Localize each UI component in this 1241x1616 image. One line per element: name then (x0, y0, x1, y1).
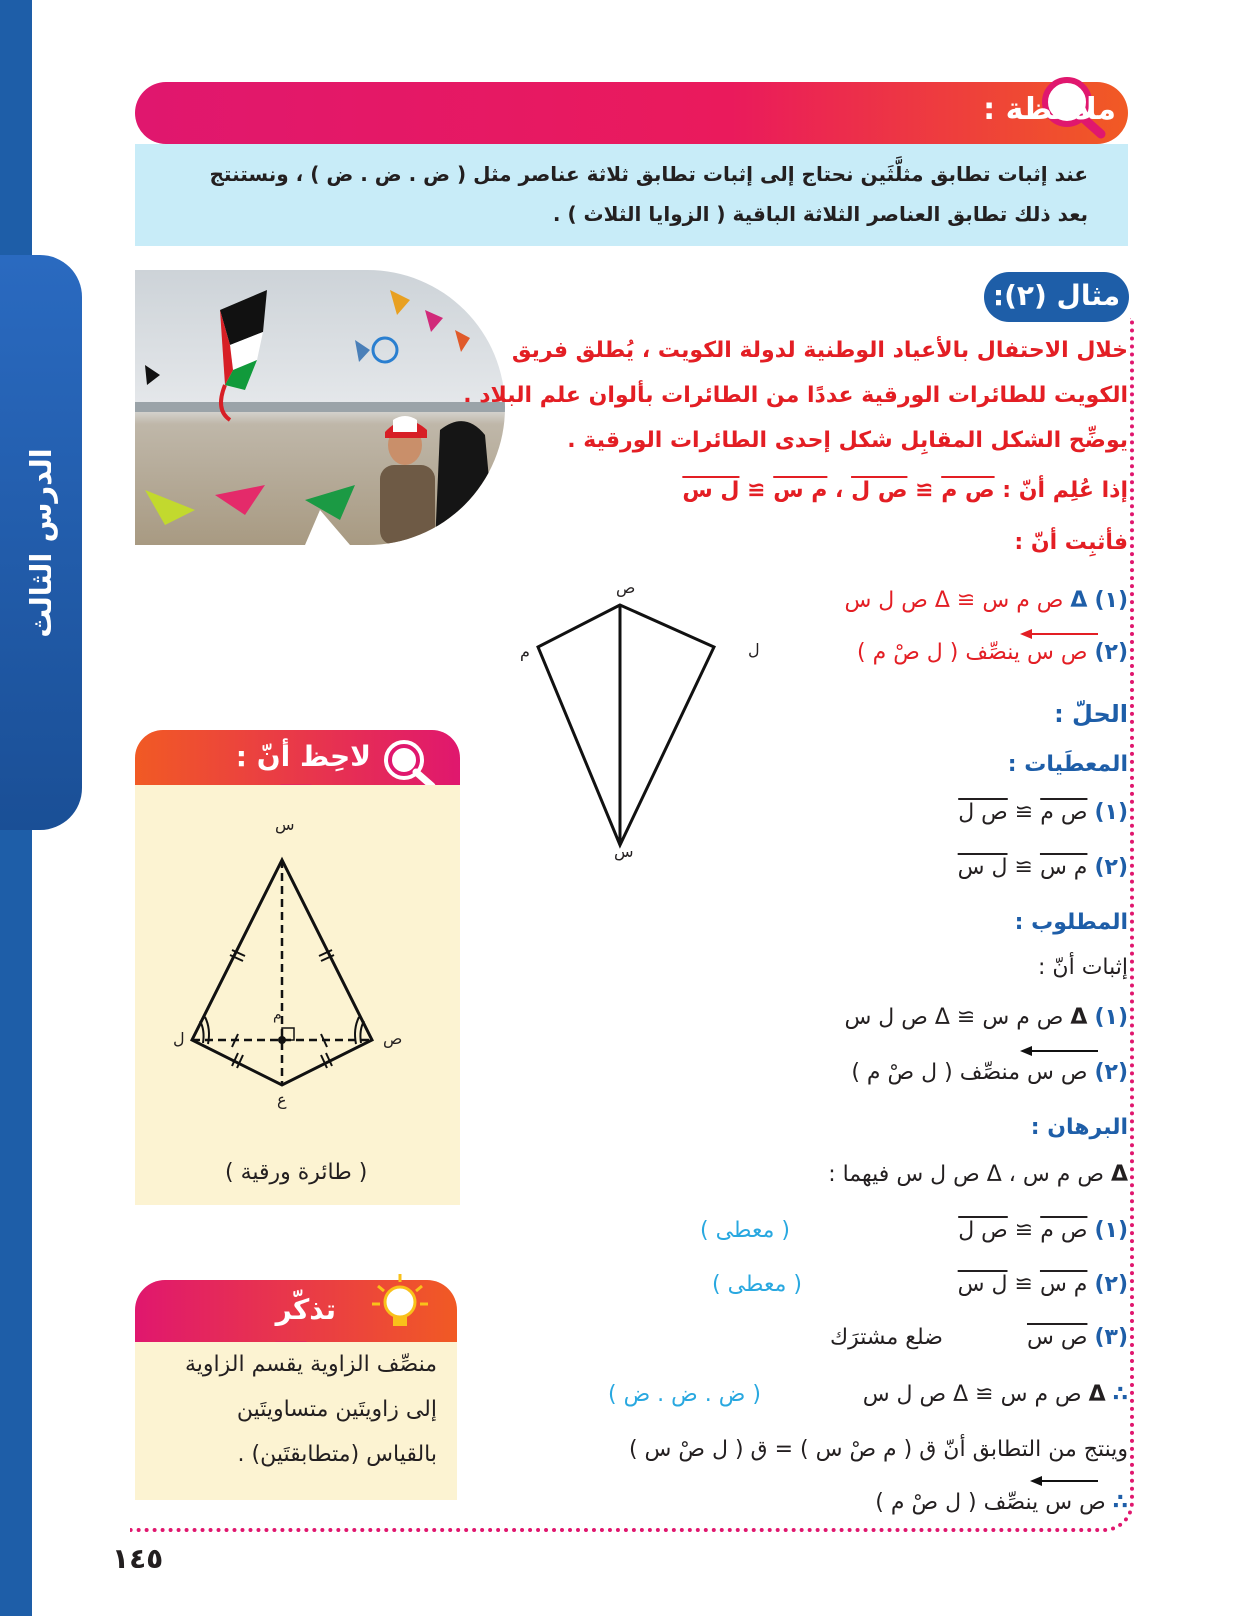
given-seg-sm: ص م (941, 478, 995, 503)
triangle-symbol: Δ (1088, 1382, 1106, 1407)
step-1-reason: ( معطى ) (700, 1218, 790, 1243)
given-comma: ، (835, 478, 844, 503)
kite-label-left: م (520, 642, 530, 661)
req-1-text: ص م س ≅ Δ ص ل س (844, 588, 1064, 613)
note-body (135, 144, 1128, 246)
step-2-cong: ≅ (1014, 1272, 1033, 1297)
req-2-num: (٢) (1094, 640, 1128, 665)
given-cong-2: ≅ (747, 478, 766, 503)
given-seg-ms: م س (773, 478, 828, 503)
notice-label-bottom: ع (277, 1090, 287, 1109)
step-1-cong: ≅ (1014, 1218, 1034, 1243)
step-3-text: ضلع مشترَك (829, 1325, 943, 1350)
notice-label-left: ل (173, 1029, 185, 1048)
proof-step-3 (830, 1325, 1128, 1350)
ray-arrow-icon (1020, 1045, 1100, 1057)
proof-step-2 (958, 1272, 1128, 1297)
given-line (682, 478, 1128, 503)
example-text-2: الكويت للطائرات الورقية عددًا من الطائرات بألوان علم البلاد . (463, 383, 1128, 408)
notice-caption: ( طائرة ورقية ) (225, 1160, 368, 1185)
note-header (135, 82, 1128, 144)
given-seg-sl: ص ل (851, 478, 908, 503)
ray-arrow-icon (1030, 1475, 1100, 1487)
req-2-ray: ص س (1026, 640, 1088, 665)
given-2-num: (٢) (1094, 855, 1128, 880)
remember-title: تذكّر (275, 1293, 336, 1326)
lesson-tab (0, 255, 82, 830)
therefore-1-text: ص م س ≅ Δ ص ل س (862, 1382, 1082, 1407)
givens-title: المعطَيات : (1007, 752, 1128, 777)
prove-intro: فأثبِت أنّ : (1014, 530, 1128, 555)
triangle-symbol: Δ (1110, 1162, 1128, 1187)
notice-label-top: س (275, 815, 295, 834)
req-1-num: (١) (1094, 588, 1128, 613)
given-1 (958, 800, 1128, 825)
notice-label-center: م (273, 1007, 282, 1023)
proof-intro-text: ص م س ، Δ ص ل س فيهما : (828, 1162, 1104, 1187)
page-number: ١٤٥ (112, 1542, 164, 1575)
required-2-ray: ص س (1026, 1060, 1088, 1085)
proof-intro (828, 1162, 1128, 1187)
given-intro: إذا عُلِم أنّ : (1002, 478, 1128, 503)
remember-line-2: إلى زاويتَين متساويتَين (236, 1397, 437, 1422)
example-req-1 (844, 588, 1128, 613)
step-1-seg-b: ص ل (958, 1218, 1008, 1243)
required-prove: إثبات أنّ : (1038, 955, 1128, 980)
step-2-seg-b: ل س (957, 1272, 1008, 1297)
note-title: ملاحظة : (983, 92, 1116, 127)
remember-line-3: بالقياس (متطابقتَين) . (237, 1442, 437, 1467)
kite-label-right: ل (748, 640, 760, 659)
triangle-symbol: Δ (1070, 1005, 1088, 1030)
note-line-1: عند إثبات تطابق مثلَّثَين نحتاج إلى إثبات تطابق ثلاثة عناصر مثل ( ض . ض . ض ) ، ونستنتج (209, 162, 1088, 186)
solution-title: الحلّ : (1054, 700, 1128, 728)
required-2 (851, 1060, 1128, 1085)
magnifier-icon (378, 732, 443, 792)
given-1-num: (١) (1094, 800, 1128, 825)
step-2-seg-a: م س (1039, 1272, 1088, 1297)
kite-label-top: ص (616, 578, 636, 597)
given-seg-ls: ل س (682, 478, 740, 503)
kite-diagram (520, 575, 760, 855)
remember-body (135, 1342, 457, 1500)
required-1-text: ص م س ≅ Δ ص ل س (844, 1005, 1064, 1030)
example-req-2 (857, 640, 1128, 665)
proof-title: البرهان : (1030, 1115, 1128, 1140)
given-1-seg-a: ص م (1040, 800, 1088, 825)
given-2-seg-b: ل س (957, 855, 1008, 880)
given-2-cong: ≅ (1014, 855, 1033, 880)
required-2-angle: ( ل صْ م ) (851, 1060, 953, 1085)
step-3-num: (٣) (1094, 1325, 1128, 1350)
therefore-1-reason: ( ض . ض . ض ) (608, 1382, 761, 1407)
step-2-num: (٢) (1094, 1272, 1128, 1297)
given-2 (958, 855, 1128, 880)
given-1-cong: ≅ (1014, 800, 1034, 825)
required-title: المطلوب : (1014, 910, 1128, 935)
required-2-num: (٢) (1094, 1060, 1128, 1085)
notice-body (135, 785, 460, 1205)
triangle-symbol: Δ (1070, 588, 1088, 613)
required-1-num: (١) (1094, 1005, 1128, 1030)
example-text-3: يوضِّح الشكل المقابِل شكل إحدى الطائرات الورقية . (567, 428, 1128, 453)
step-1-seg-a: ص م (1040, 1218, 1088, 1243)
lightbulb-icon (370, 1272, 430, 1337)
given-cong-1: ≅ (915, 478, 934, 503)
therefore-2-ray: ص س (1045, 1490, 1106, 1515)
kite-diagram-2 (135, 785, 460, 1115)
therefore-2-text: ينصِّف ( ل صْ م ) (875, 1490, 1039, 1515)
step-3-seg: ص س (1026, 1325, 1088, 1350)
ray-arrow-icon (1020, 628, 1100, 640)
step-2-reason: ( معطى ) (712, 1272, 802, 1297)
given-1-seg-b: ص ل (958, 800, 1008, 825)
therefore-symbol: ∴ (1112, 1382, 1128, 1407)
proof-step-1 (958, 1218, 1128, 1243)
req-2-text: ينصِّف (965, 640, 1020, 665)
example-title: مثال (٢): (984, 272, 1129, 322)
note-line-2: بعد ذلك تطابق العناصر الثلاثة الباقية ( الزوايا الثلاث ) . (552, 202, 1088, 226)
req-2-angle: ( ل صْ م ) (857, 640, 959, 665)
conclusion: وينتج من التطابق أنّ ق ( م صْ س ) = ق ( ل صْ س ) (628, 1437, 1128, 1462)
notice-label-right: ص (383, 1029, 403, 1048)
therefore-1 (863, 1382, 1128, 1407)
kite-label-bottom: س (614, 842, 634, 861)
lesson-tab-label: الدرس الثالث (24, 448, 58, 638)
given-2-seg-a: م س (1039, 855, 1088, 880)
therefore-2 (875, 1490, 1128, 1515)
therefore-symbol: ∴ (1112, 1490, 1128, 1515)
required-1 (844, 1005, 1128, 1030)
step-1-num: (١) (1094, 1218, 1128, 1243)
remember-line-1: منصِّف الزاوية يقسم الزاوية (185, 1352, 437, 1377)
example-text-1: خلال الاحتفال بالأعياد الوطنية لدولة الكويت ، يُطلق فريق (511, 338, 1128, 363)
notice-title: لاحِظ أنّ : (235, 740, 371, 773)
required-2-text: منصِّف (959, 1060, 1020, 1085)
